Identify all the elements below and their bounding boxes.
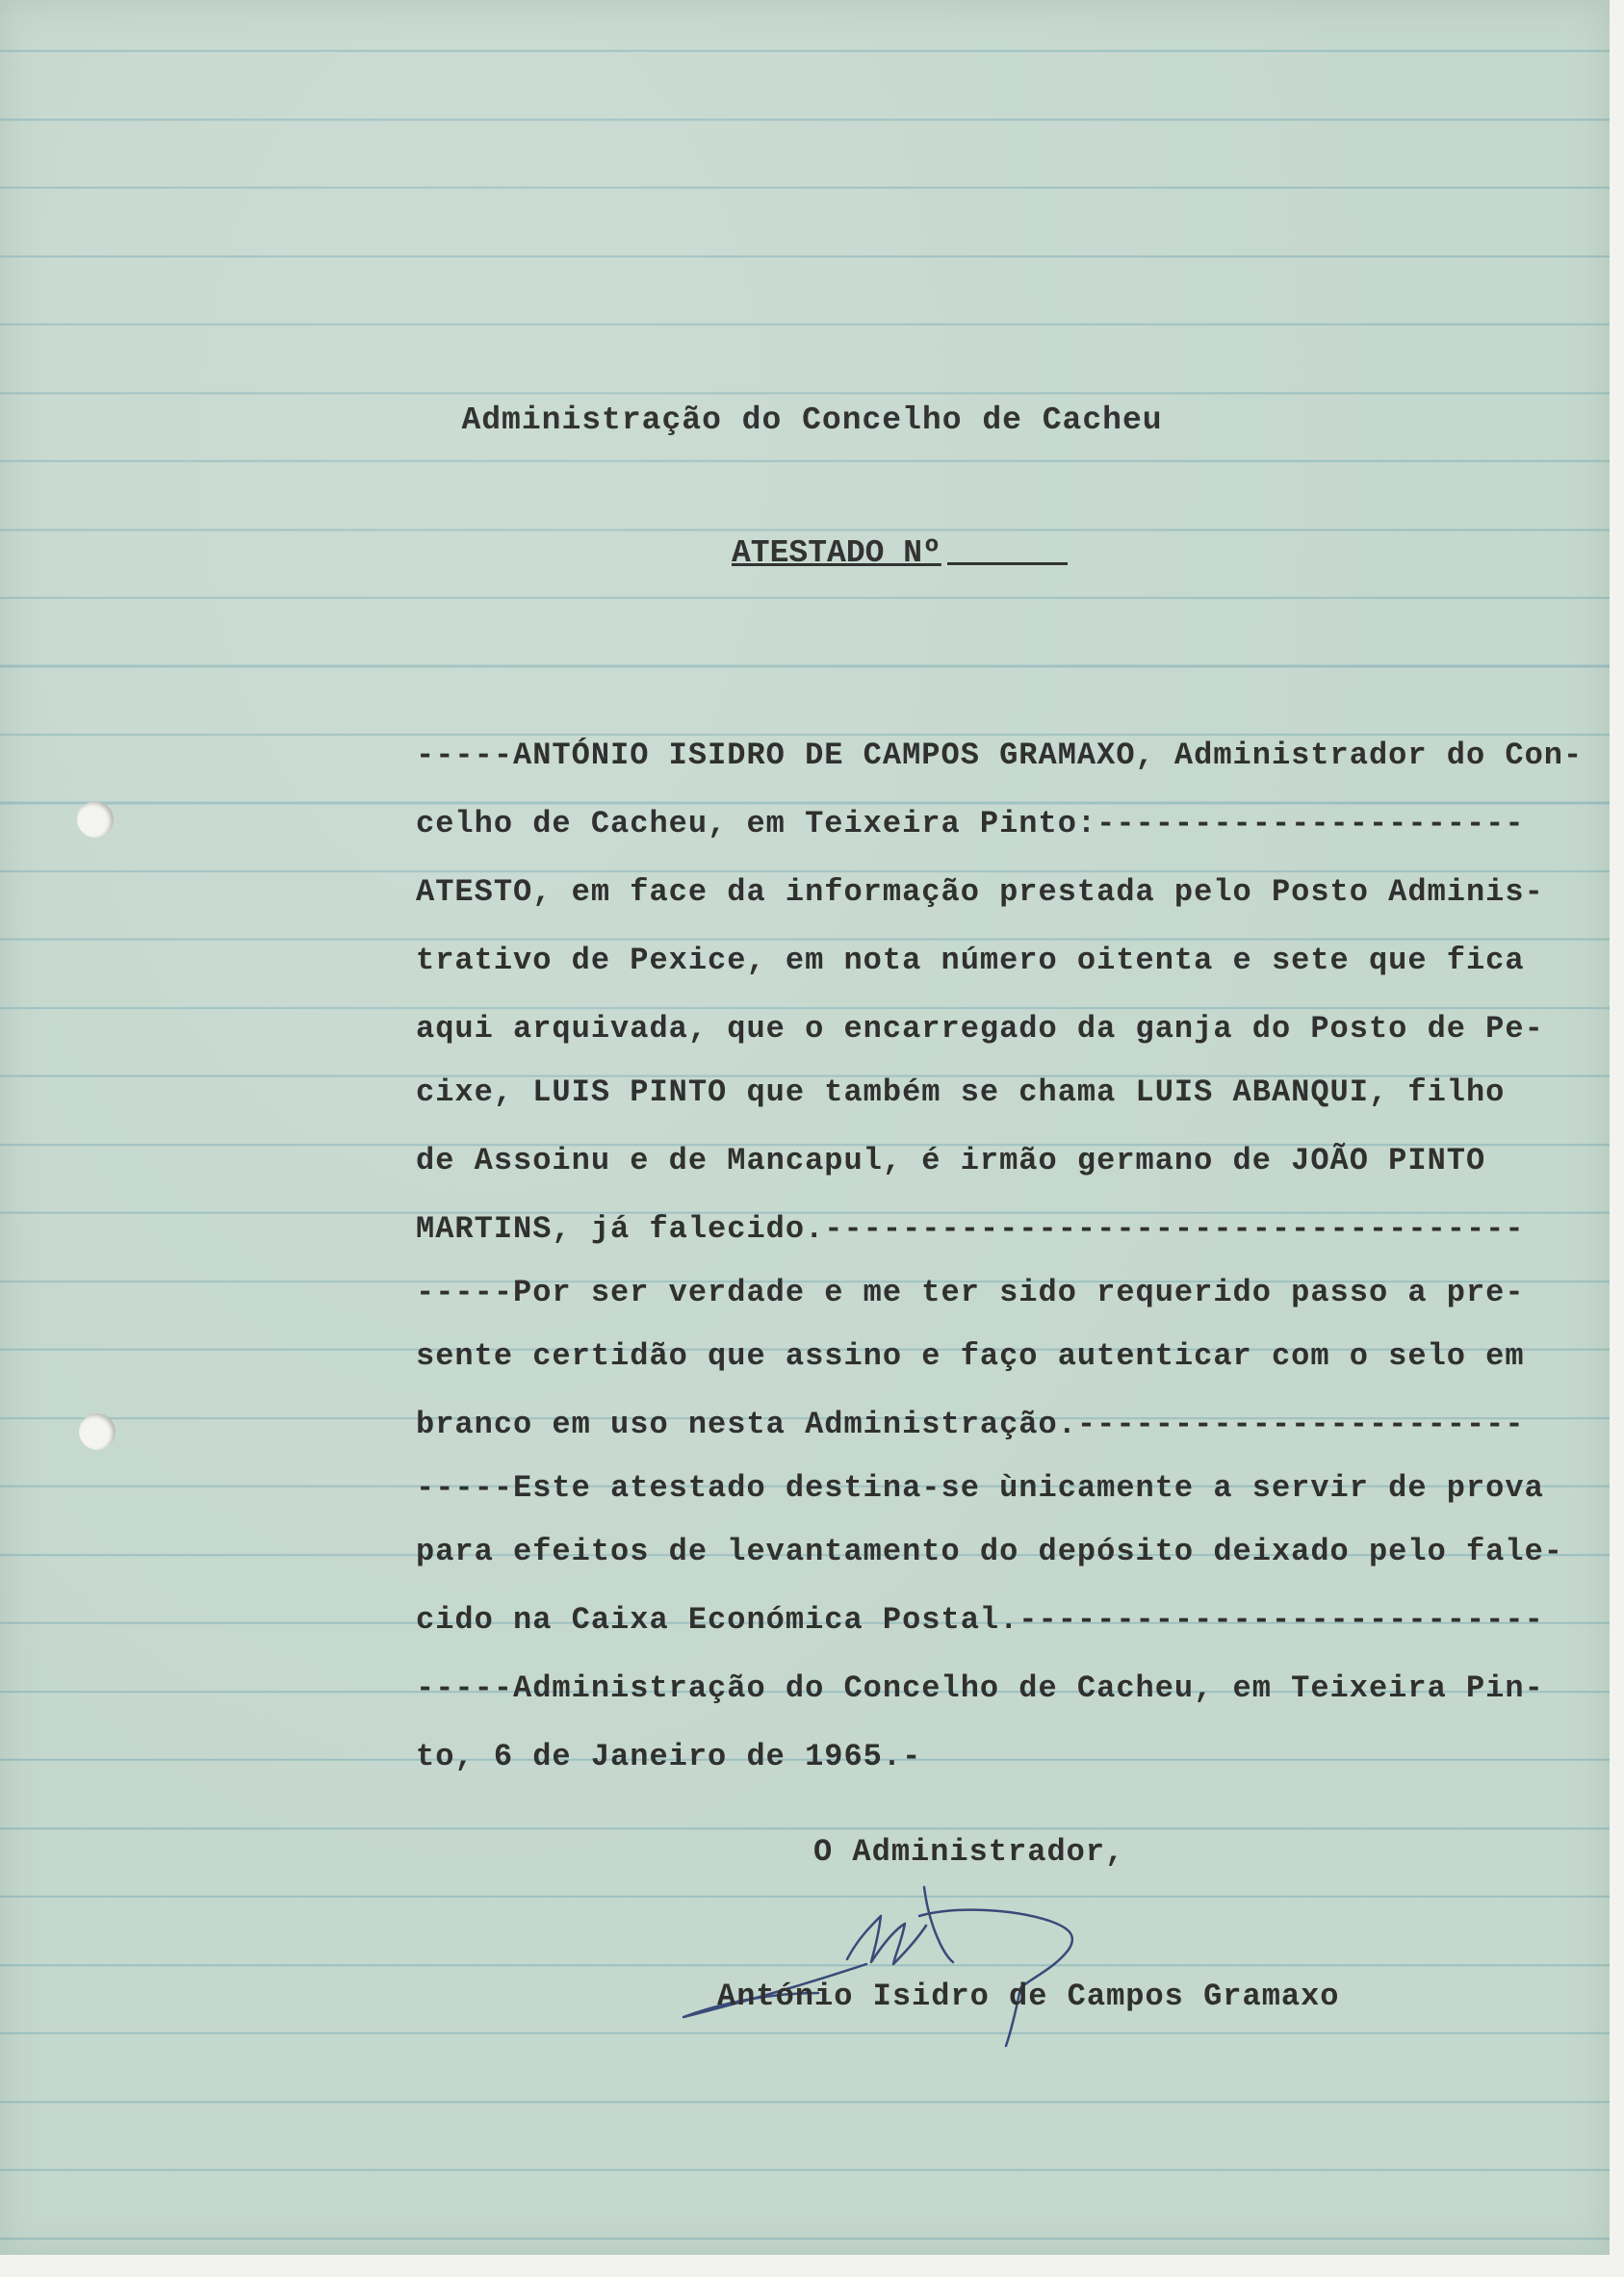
body-line: -----Este atestado destina-se ùnicamente a servir de prova bbox=[416, 1470, 1544, 1506]
body-line: -----ANTÓNIO ISIDRO DE CAMPOS GRAMAXO, Administrador do Con- bbox=[416, 737, 1584, 773]
body-line: de Assoinu e de Mancapul, é irmão germano de JOÃO PINTO bbox=[416, 1143, 1486, 1178]
punch-hole-bottom bbox=[79, 1413, 116, 1450]
body-line: sente certidão que assino e faço autenticar com o selo em bbox=[416, 1338, 1525, 1374]
body-line: ATESTO, em face da informação prestada pelo Posto Adminis- bbox=[416, 874, 1544, 910]
body-line: cixe, LUIS PINTO que também se chama LUIS ABANQUI, filho bbox=[416, 1074, 1506, 1110]
body-line: aqui arquivada, que o encarregado da ganja do Posto de Pe- bbox=[416, 1011, 1544, 1047]
document-title bbox=[732, 535, 1068, 571]
body-line: MARTINS, já falecido.------------------------------------ bbox=[416, 1211, 1525, 1247]
body-line: to, 6 de Janeiro de 1965.- bbox=[416, 1739, 922, 1774]
signer-name: António Isidro de Campos Gramaxo bbox=[717, 1979, 1340, 2014]
handwritten-signature bbox=[664, 1849, 1242, 2080]
document-title-text: ATESTADO Nº bbox=[732, 535, 941, 571]
body-line: para efeitos de levantamento do depósito deixado pelo fale- bbox=[416, 1534, 1563, 1569]
closing-salutation: O Administrador, bbox=[813, 1834, 1125, 1870]
body-line: cido na Caixa Económica Postal.--------------------------- bbox=[416, 1602, 1544, 1638]
body-line: branco em uso nesta Administração.----------------------- bbox=[416, 1407, 1525, 1442]
body-line: -----Administração do Concelho de Cacheu, em Teixeira Pin- bbox=[416, 1670, 1544, 1706]
document-body bbox=[416, 737, 1585, 1807]
body-line: trativo de Pexice, em nota número oitenta e sete que fica bbox=[416, 943, 1525, 978]
document-heading: Administração do Concelho de Cacheu bbox=[461, 402, 1163, 438]
body-line: celho de Cacheu, em Teixeira Pinto:---------------------- bbox=[416, 806, 1525, 841]
document-number-blank bbox=[947, 562, 1068, 565]
punch-hole-top bbox=[77, 801, 114, 838]
body-line: -----Por ser verdade e me ter sido requerido passo a pre- bbox=[416, 1275, 1525, 1310]
